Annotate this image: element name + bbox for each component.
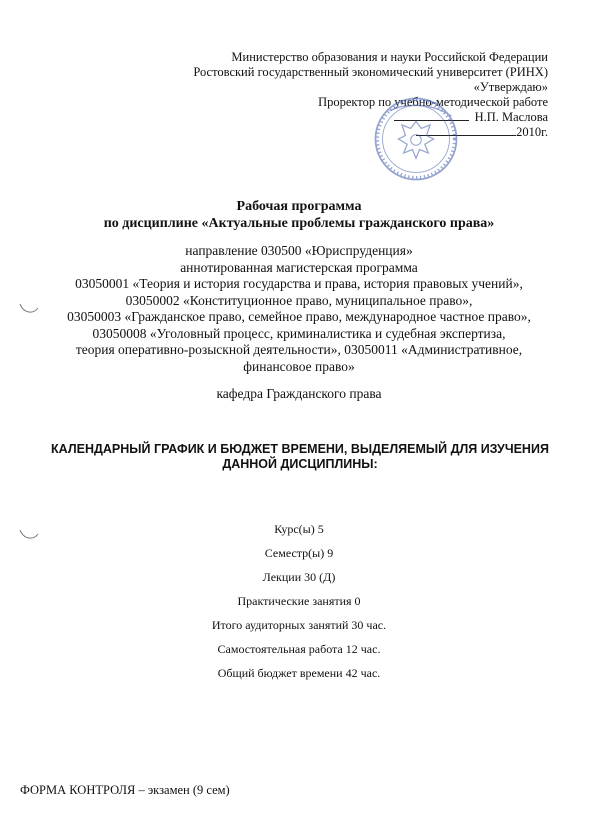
program-details (0, 243, 598, 375)
program-line: теория оперативно-розыскной деятельности», 03050011 «Административное, (75, 342, 523, 357)
program-line: 03050003 «Гражданское право, семейное право, международное частное право», (67, 309, 531, 324)
program-line: 03050002 «Конституционное право, муниципальное право», (125, 292, 473, 308)
form-control-line: ФОРМА КОНТРОЛЯ – экзамен (9 сем) (20, 783, 230, 797)
department-line: кафедра Гражданского права (216, 386, 382, 401)
discipline-title: по дисциплине «Актуальные проблемы гражданского права» (103, 216, 495, 231)
approve-line: «Утверждаю» (473, 80, 548, 94)
punch-hole-mark (18, 302, 40, 316)
program-title-block (0, 198, 598, 232)
self-study-item: Самостоятельная работа 12 час. (217, 642, 381, 656)
time-budget-list (0, 522, 598, 690)
total-budget-item: Общий бюджет времени 42 час. (217, 666, 381, 680)
program-title: Рабочая программа (236, 199, 362, 214)
lectures-item: Лекции 30 (Д) (262, 570, 336, 584)
course-item: Курс(ы) 5 (274, 522, 324, 536)
punch-hole-mark (18, 528, 40, 542)
program-line: 03050008 «Уголовный процесс, криминалистика и судебная экспертиза, (92, 325, 506, 341)
direction-line: направление 030500 «Юриспруденция» (185, 243, 413, 258)
annotated-line: аннотированная магистерская программа (180, 259, 418, 275)
date-year: 2010г. (516, 125, 548, 139)
ministry-line: Министерство образования и науки Российской Федерации (231, 50, 548, 64)
department-block (0, 386, 598, 403)
semester-item: Семестр(ы) 9 (264, 546, 334, 560)
signer-line (188, 110, 548, 125)
calendar-heading-line2: ДАННОЙ ДИСЦИПЛИНЫ: (222, 457, 378, 471)
date-line (188, 125, 548, 140)
approval-block (188, 50, 548, 140)
university-line: Ростовский государственный экономический университет (РИНХ) (193, 65, 548, 79)
program-line: 03050001 «Теория и история государства и права, история правовых учений», (75, 276, 523, 291)
official-seal-stamp (372, 95, 460, 183)
classroom-total-item: Итого аудиторных занятий 30 час. (211, 618, 387, 632)
signer-name: Н.П. Маслова (474, 110, 548, 124)
program-line: финансовое право» (243, 358, 355, 374)
calendar-heading (20, 442, 580, 472)
practice-item: Практические занятия 0 (237, 594, 361, 608)
position-line: Проректор по учебно-методической работе (318, 95, 548, 109)
calendar-heading-line1: КАЛЕНДАРНЫЙ ГРАФИК И БЮДЖЕТ ВРЕМЕНИ, ВЫДЕЛЯЕМЫЙ ДЛЯ ИЗУЧЕНИЯ (51, 442, 549, 456)
